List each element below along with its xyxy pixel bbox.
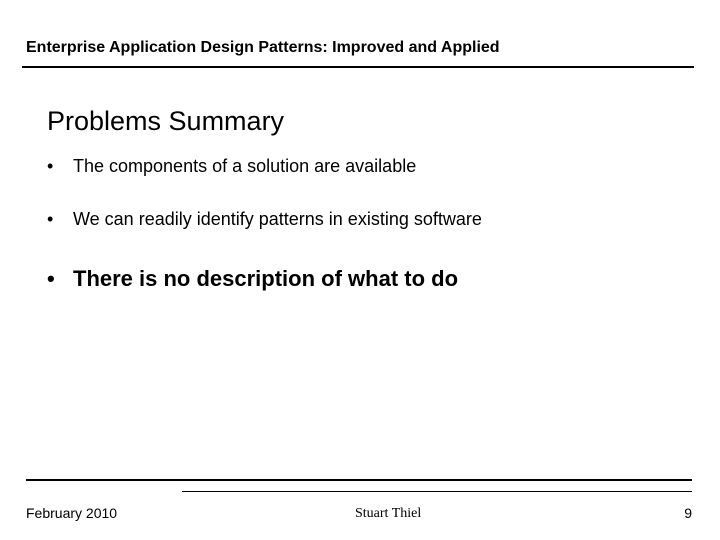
bullet-text: We can readily identify patterns in existing software [73,209,482,229]
bullet-text: The components of a solution are available [73,156,417,176]
bullet-marker: • [47,266,55,291]
bullet-marker: • [47,209,54,229]
footer-author: Stuart Thiel [355,506,422,521]
page-number: 9 [684,505,692,521]
footer-date: February 2010 [26,505,118,521]
header-divider [22,66,694,68]
header-title: Enterprise Application Design Patterns: Improved and Applied [26,39,500,56]
slide-title: Problems Summary [47,106,285,136]
bullet-text: There is no description of what to do [73,266,459,291]
footer-divider-secondary [182,491,692,492]
bullet-marker: • [47,156,54,176]
footer-divider [26,479,692,481]
